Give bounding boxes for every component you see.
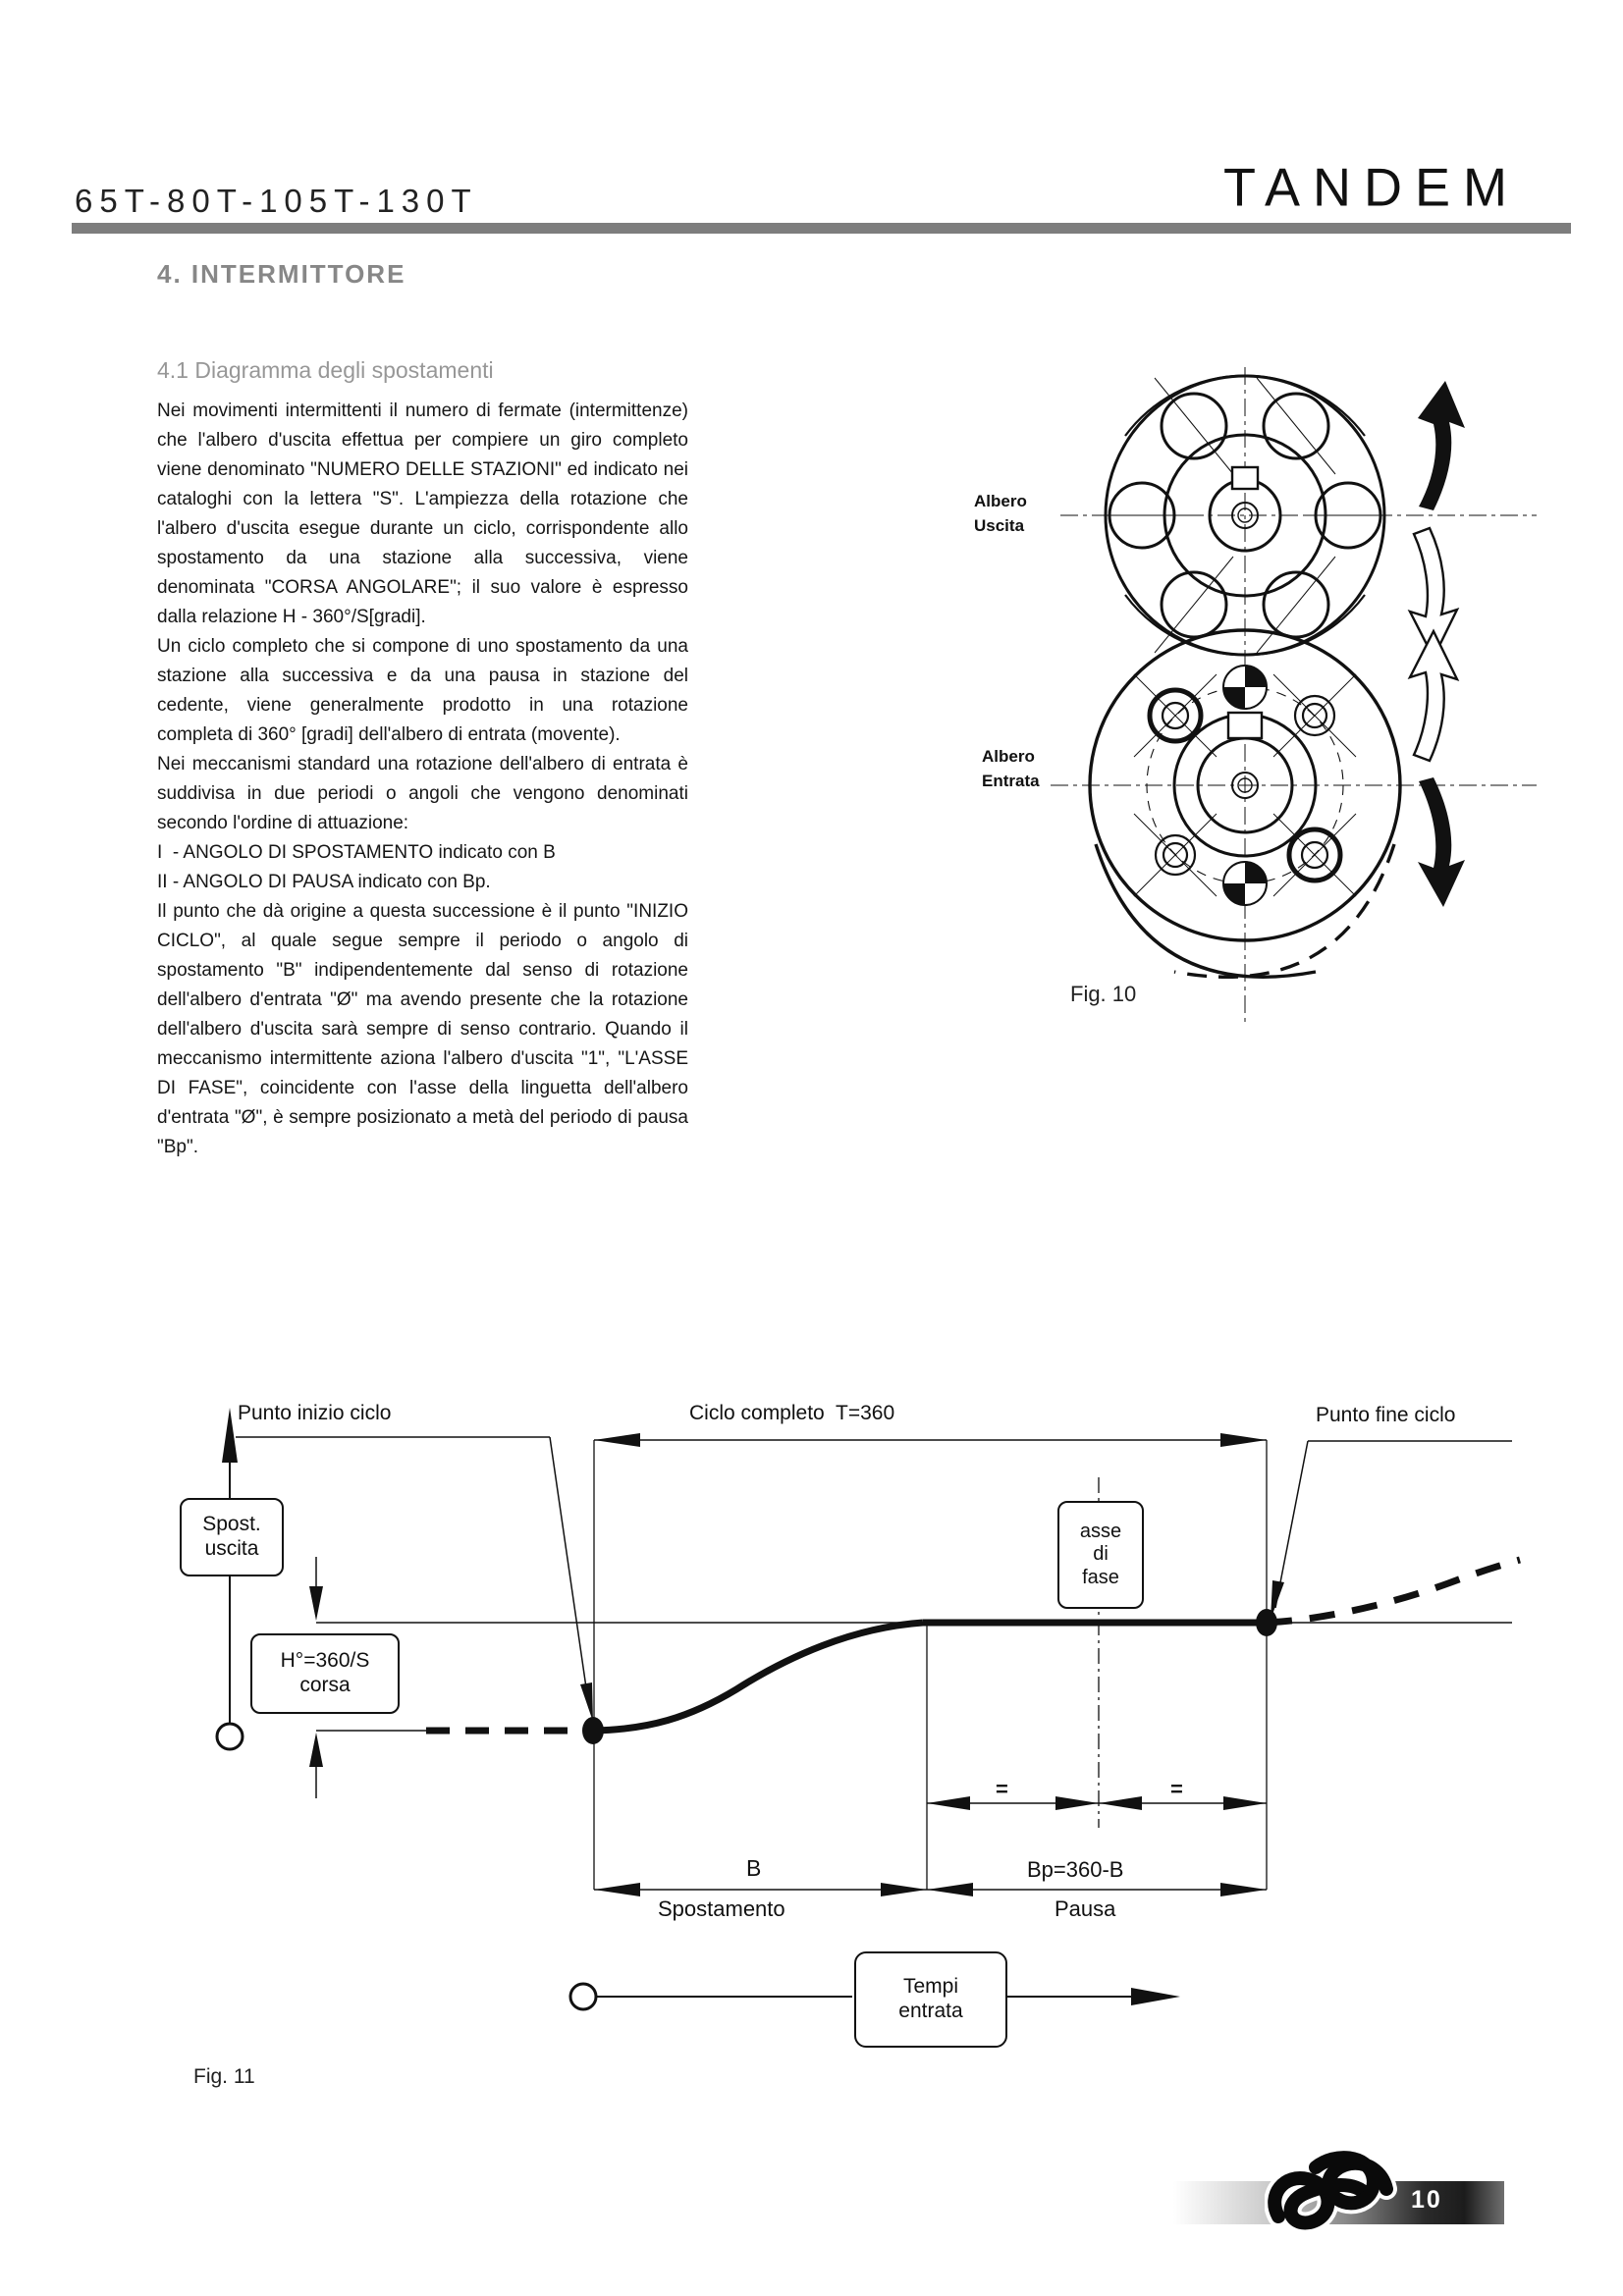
list-item: II - ANGOLO DI PAUSA indicato con Bp.: [157, 872, 491, 892]
brand-knot-logo-icon: [1265, 2146, 1397, 2236]
section-title: 4. INTERMITTORE: [157, 259, 406, 289]
arrow-up-outline-icon: [1410, 631, 1457, 761]
displacement-label: Spostamento: [658, 1896, 785, 1921]
list-item: I - ANGOLO DI SPOSTAMENTO indicato con B: [157, 842, 556, 863]
equal-mark-right: =: [1170, 1777, 1183, 1801]
fig10-caption: Fig. 10: [1070, 982, 1137, 1006]
pause-angle-label: Bp=360-B: [1027, 1857, 1124, 1882]
full-cycle-label: Ciclo completo T=360: [689, 1402, 895, 1424]
paragraph: Il punto che dà origine a questa successione è il punto "INIZIO CICLO", al quale segue sempre il periodo o angolo di spostamento "B" indipendentemente dal senso di rotazione dell'albero d'entrata "Ø" ma avendo presente che la rotazione dell'albero d'uscita sarà sempre di senso contrario. Quando il meccanismo intermittente aziona l'albero d'uscita "1", "L'ASSE DI FASE", coincidente con l'asse della linguetta dell'albero d'entrata "Ø", è sempre posizionato a metà del periodo di pausa "Bp".: [157, 901, 688, 1157]
cycle-start-label: Punto inizio ciclo: [238, 1402, 392, 1424]
arrow-down-filled-icon: [1418, 777, 1465, 907]
brand-wordmark: TANDEM: [1223, 157, 1520, 218]
stroke-formula-box: H°=360/S corsa: [250, 1633, 400, 1714]
paragraph: Nei movimenti intermittenti il numero di fermate (intermittenze) che l'albero d'uscita effettua per compiere un giro completo viene denominato "NUMERO DELLE STAZIONI" ed indicato nei cataloghi con la lettera "S". L'ampiezza della rotazione che l'albero d'uscita esegue durante un ciclo, corrispondente allo spostamento da una stazione alla successiva, viene denominata "CORSA ANGOLARE"; il suo valore è espresso dalla relazione H - 360°/S[gradi].: [157, 400, 688, 627]
arrow-up-filled-icon: [1418, 381, 1465, 510]
fig10-intermittent-drive-drawing: [923, 353, 1561, 1041]
paragraph: Un ciclo completo che si compone di uno spostamento da una stazione alla successiva e da una pausa in stazione del cedente, viene generalmente prodotto in una rotazione completa di 360° [gradi] dell'albero di entrata (movente).: [157, 636, 688, 745]
output-displacement-box: Spost. uscita: [180, 1498, 284, 1576]
cycle-end-label: Punto fine ciclo: [1316, 1404, 1456, 1426]
paragraph: Nei meccanismi standard una rotazione dell'albero di entrata è suddivisa in due periodi o angoli che vengono denominati secondo l'ordine di attuazione:: [157, 754, 688, 833]
fig11-caption: Fig. 11: [193, 2065, 255, 2088]
header-rule: [72, 223, 1571, 234]
page-number: 10: [1411, 2186, 1442, 2214]
pause-label: Pausa: [1055, 1896, 1116, 1921]
phase-axis-box: asse di fase: [1057, 1501, 1144, 1609]
header-model-range: 65T-80T-105T-130T: [75, 183, 478, 219]
body-text-column: [157, 397, 688, 1162]
equal-mark-left: =: [996, 1777, 1008, 1801]
input-time-box: Tempi entrata: [854, 1951, 1007, 2048]
output-shaft-label: Albero Uscita: [974, 492, 1027, 535]
input-shaft-label: Albero Entrata: [982, 747, 1040, 790]
subsection-title: 4.1 Diagramma degli spostamenti: [157, 357, 494, 383]
displacement-angle-label: B: [746, 1855, 762, 1881]
